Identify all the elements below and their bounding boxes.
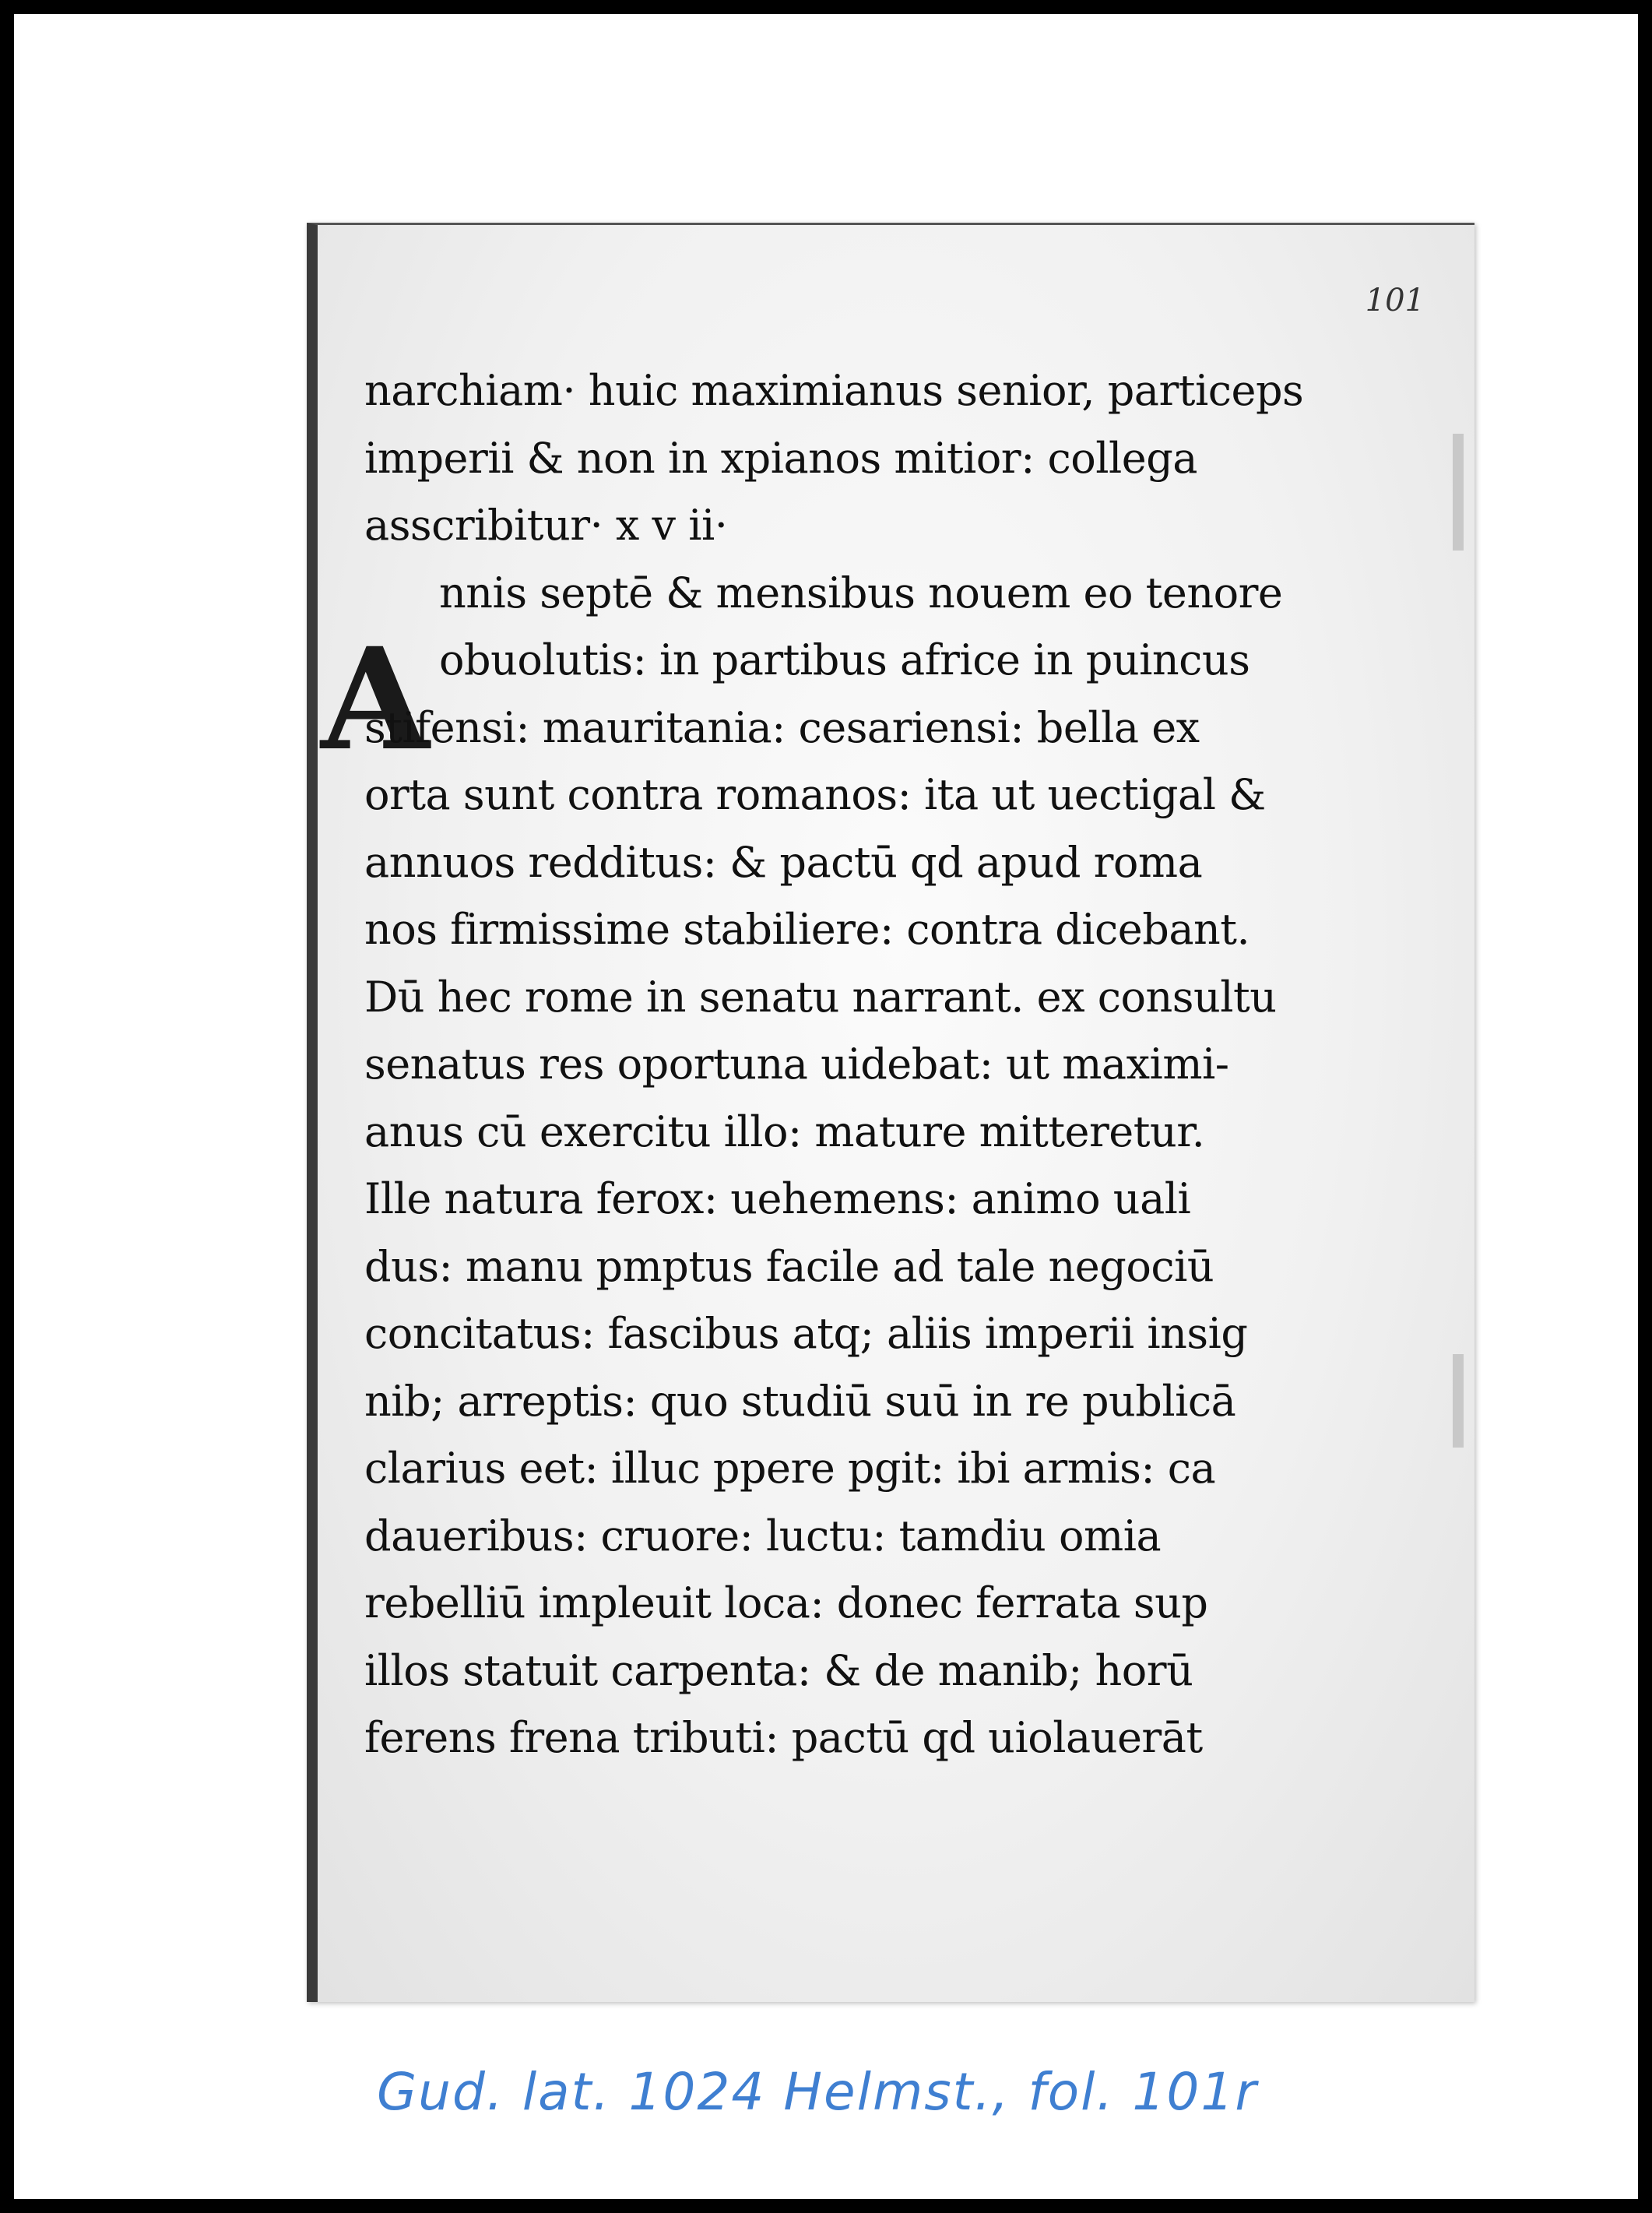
text-line: Ille natura ferox: uehemens: animo uali (364, 1174, 1191, 1223)
manuscript-page (307, 223, 1474, 2002)
text-line: nos firmissime stabiliere: contra dicebant. (364, 905, 1250, 954)
text-line: senatus res oportuna uidebat: ut maximi- (364, 1040, 1229, 1089)
text-line: Dū hec rome in senatu narrant. ex consultu (364, 972, 1277, 1022)
show-through-mark (1453, 1354, 1464, 1448)
text-line: anus cū exercitu illo: mature mitteretur. (364, 1106, 1205, 1156)
show-through-mark (1453, 434, 1464, 551)
shelfmark-annotation: Gud. lat. 1024 Helmst., fol. 101r (377, 2062, 1258, 2122)
text-line: orta sunt contra romanos: ita ut uectigal & (364, 770, 1266, 819)
text-line: narchiam· huic maximianus senior, particeps (364, 366, 1304, 415)
text-line: concitatus: fascibus atq; aliis imperii insig (364, 1309, 1248, 1358)
text-line: daueribus: cruore: luctu: tamdiu omia (364, 1511, 1162, 1560)
folio-number: 101 (1365, 283, 1425, 318)
decorated-initial: A (321, 617, 430, 782)
text-line: annuos redditus: & pactū qd apud roma (364, 837, 1203, 887)
text-line: nib; arreptis: quo studiū suū in re publicā (364, 1376, 1236, 1426)
text-line: asscribitur· x v ii· (364, 501, 728, 550)
text-line: ferens frena tributi: pactū qd uiolauerāt (364, 1713, 1203, 1762)
text-line: nnis septē & mensibus nouem eo tenore (439, 568, 1283, 617)
photo-mount (14, 14, 1638, 2199)
text-line: rebelliū impleuit loca: donec ferrata sup (364, 1578, 1208, 1627)
text-column (364, 357, 1408, 1772)
text-line: dus: manu pmptus facile ad tale negociū (364, 1241, 1214, 1291)
text-line: illos statuit carpenta: & de manib; horū (364, 1645, 1193, 1695)
text-line: imperii & non in xpianos mitior: collega (364, 433, 1197, 483)
text-line: stifensi: mauritania: cesariensi: bella ex (364, 702, 1200, 752)
text-line: clarius eet: illuc ppere pgit: ibi armis: ca (364, 1444, 1216, 1493)
text-line: obuolutis: in partibus africe in puincus (439, 635, 1250, 684)
